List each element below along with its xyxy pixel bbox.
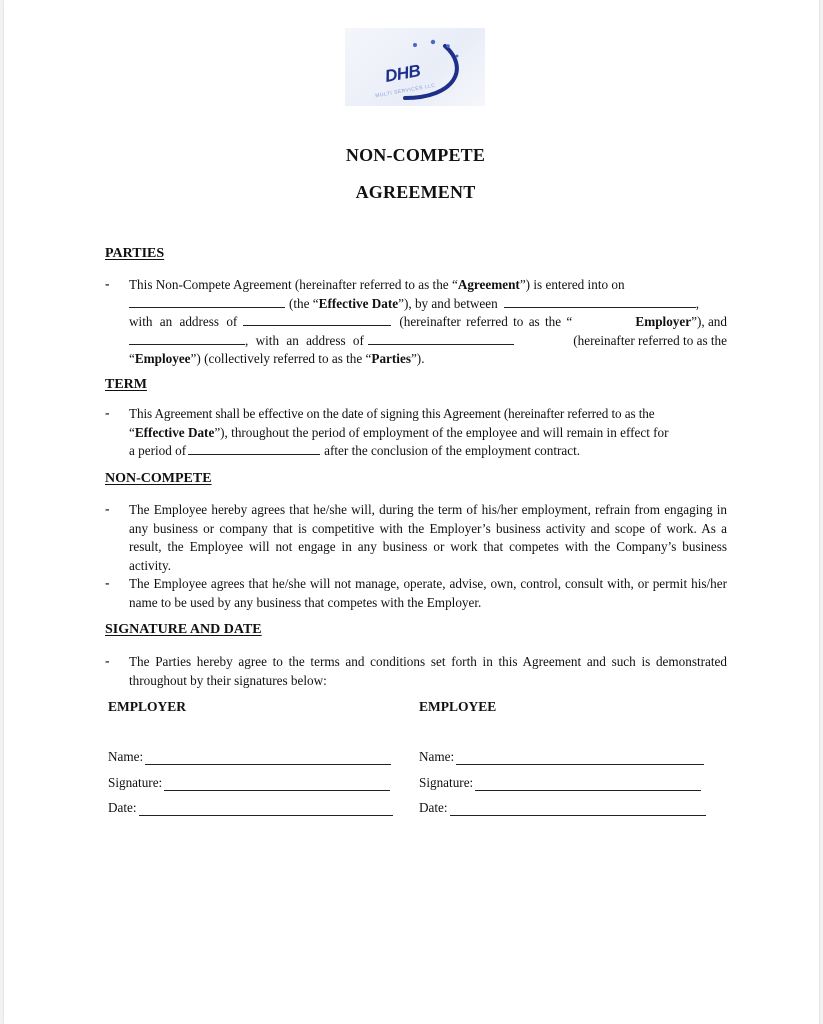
employer-address-blank[interactable] (243, 313, 391, 326)
effective-date-blank[interactable] (129, 295, 285, 308)
employee-name-field[interactable]: Name: (419, 749, 704, 765)
employee-name-blank[interactable] (129, 332, 245, 345)
company-logo (345, 28, 485, 106)
employer-signature-field[interactable]: Signature: (108, 775, 390, 791)
signature-paragraph: The Parties hereby agree to the terms and conditions set forth in this Agreement and such is demonstrated throughout by their signatures below: (129, 654, 727, 688)
noncompete-bullet-1: The Employee hereby agrees that he/she will, during the term of his/her employment, refrain from engaging in any business or company that is competitive with the Employer’s business activity and scope of work. As a result, the Employee will not engage in any business or work that competes with the Company’s business activity. (129, 502, 727, 573)
bullet-dash: - (105, 575, 110, 590)
employee-date-field[interactable]: Date: (419, 800, 706, 816)
parties-paragraph: This Non-Compete Agreement (hereinafter referred to as the “Agreement”) is entered into on (the “Effective Date”), by and between , with an address of (hereinafter referred to as the “ Employer”), and , with an address of (hereinafter referred to as the “Employee”) (collectively referred to as the “Parties”). (129, 277, 727, 366)
term-paragraph: This Agreement shall be effective on the date of signing this Agreement (hereinafter referred to as the “Effective Date”), throughout the period of employment of the employee and will remain in effect for a period of after the conclusion of the employment contract. (129, 406, 669, 458)
bullet-dash: - (105, 276, 110, 291)
noncompete-bullet-2: The Employee agrees that he/she will not manage, operate, advise, own, control, consult with, or permit his/her name to be used by any business that competes with the Employer. (129, 576, 727, 610)
signature-heading: SIGNATURE AND DATE (105, 622, 262, 637)
term-heading: TERM (105, 377, 147, 392)
bullet-dash: - (105, 405, 110, 420)
employer-name-blank[interactable] (504, 295, 696, 308)
document-page (4, 0, 819, 1024)
title-line-1: NON-COMPETE (345, 145, 486, 165)
period-blank[interactable] (188, 442, 320, 455)
employer-name-field[interactable]: Name: (108, 749, 391, 765)
bullet-dash: - (105, 653, 110, 668)
employee-address-blank[interactable] (368, 332, 514, 345)
parties-heading: PARTIES (105, 246, 165, 261)
title-line-2: AGREEMENT (355, 182, 476, 202)
logo-name: DHB (383, 61, 422, 86)
employee-label: EMPLOYEE (419, 699, 497, 714)
bullet-dash: - (105, 501, 110, 516)
employer-date-field[interactable]: Date: (108, 800, 393, 816)
noncompete-heading: NON-COMPETE (105, 471, 212, 486)
logo-subtitle: MULTI SERVICES LLC (374, 82, 436, 100)
employer-label: EMPLOYER (108, 699, 187, 714)
employee-signature-field[interactable]: Signature: (419, 775, 701, 791)
